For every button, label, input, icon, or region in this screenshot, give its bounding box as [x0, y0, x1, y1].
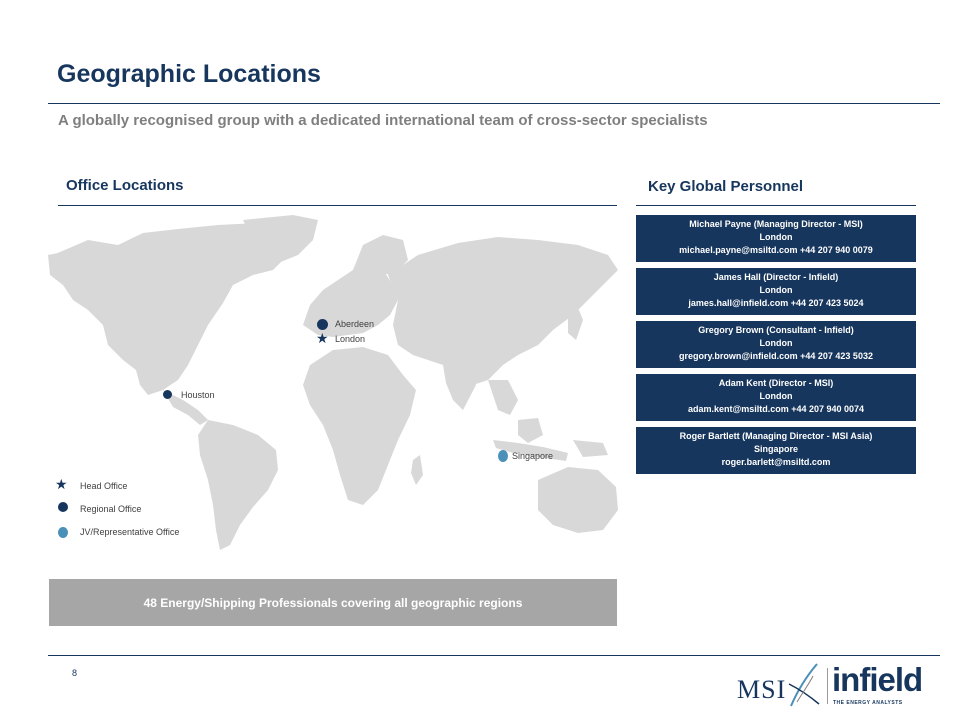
africa-landmass	[303, 347, 416, 505]
south-america-landmass	[198, 420, 278, 550]
page-subtitle: A globally recognised group with a dedicated international team of cross-sector specialists	[58, 112, 708, 129]
key-personnel-divider	[636, 205, 916, 206]
logo-divider	[827, 668, 828, 704]
aberdeen-marker	[317, 319, 328, 330]
singapore-marker	[498, 450, 508, 462]
person-contact: roger.barlett@msiltd.com	[721, 457, 831, 467]
aberdeen-label: Aberdeen	[335, 319, 375, 329]
singapore-label: Singapore	[512, 451, 554, 461]
person-location: London	[759, 391, 793, 401]
office-locations-divider	[58, 205, 617, 206]
person-name: Gregory Brown (Consultant - Infield)	[698, 325, 854, 335]
houston-marker	[163, 390, 172, 399]
personnel-card	[636, 215, 916, 262]
personnel-card	[636, 374, 916, 421]
southeast-asia-landmass	[488, 380, 518, 415]
page-title: Geographic Locations	[57, 60, 321, 88]
msi-swoosh-icon	[787, 662, 821, 708]
title-divider	[48, 103, 940, 104]
asia-landmass	[388, 237, 618, 385]
personnel-card	[636, 427, 916, 474]
professionals-banner	[49, 579, 617, 626]
borneo-landmass	[518, 418, 543, 443]
person-location: London	[759, 232, 793, 242]
office-locations-heading: Office Locations	[66, 177, 184, 194]
london-label: London	[335, 334, 366, 344]
person-location: Singapore	[753, 444, 798, 454]
page-number: 8	[72, 668, 78, 678]
infield-logo: infield	[832, 661, 923, 698]
footer-divider	[48, 655, 940, 656]
legend-head-office: Head Office	[80, 481, 128, 491]
japan-landmass	[568, 303, 583, 340]
personnel-card	[636, 268, 916, 315]
head-office-star-icon: ★	[55, 476, 68, 492]
infield-tagline: THE ENERGY ANALYSTS	[833, 700, 903, 706]
australia-landmass	[538, 467, 618, 533]
madagascar-landmass	[411, 455, 423, 485]
jv-office-dot-icon	[58, 527, 68, 538]
person-name: Michael Payne (Managing Director - MSI)	[689, 219, 863, 229]
person-name: Adam Kent (Director - MSI)	[718, 378, 834, 388]
person-location: London	[759, 338, 793, 348]
msi-logo: MSI	[737, 675, 787, 704]
houston-label: Houston	[181, 390, 215, 400]
footer-logos	[733, 660, 943, 710]
person-contact: gregory.brown@infield.com +44 207 423 5032	[679, 351, 873, 361]
person-contact: michael.payne@msiltd.com +44 207 940 0079	[679, 245, 873, 255]
person-contact: adam.kent@msiltd.com +44 207 940 0074	[687, 404, 865, 414]
legend-jv-office: JV/Representative Office	[80, 527, 180, 537]
person-location: London	[759, 285, 793, 295]
new-guinea-landmass	[573, 440, 608, 457]
person-name: James Hall (Director - Infield)	[713, 272, 839, 282]
regional-office-dot-icon	[58, 502, 68, 512]
personnel-card	[636, 321, 916, 368]
professionals-banner-text: 48 Energy/Shipping Professionals covering all geographic regions	[143, 595, 523, 610]
london-star-icon: ★	[316, 330, 329, 346]
person-contact: james.hall@infield.com +44 207 423 5024	[688, 298, 864, 308]
key-personnel-heading: Key Global Personnel	[648, 178, 804, 195]
legend-regional-office: Regional Office	[80, 504, 142, 514]
person-name: Roger Bartlett (Managing Director - MSI Asia)	[679, 431, 873, 441]
